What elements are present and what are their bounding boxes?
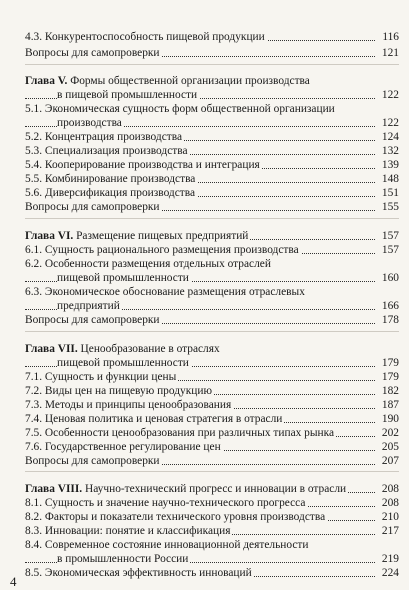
toc-entry-title: 5.6. Диверсификация производства	[25, 187, 196, 199]
toc-entry-title: 7.3. Методы и принципы ценообразования	[25, 399, 232, 411]
toc-entry-title: 7.5. Особенности ценообразования при различных типах рынка	[25, 427, 335, 439]
toc-entry-row	[25, 313, 399, 327]
toc-entry-title: 4.3. Конкурентоспособность пищевой продукции	[25, 31, 265, 43]
toc-entry-row	[25, 566, 399, 580]
toc-page-number: 187	[381, 399, 399, 411]
toc-page-number: 208	[381, 497, 399, 509]
toc-page-number: 178	[381, 314, 399, 326]
toc-entry-title: Глава VII. Ценообразование в отраслях	[25, 343, 220, 355]
toc-entry-row	[25, 412, 399, 426]
toc-page-number: 124	[381, 131, 399, 143]
toc-entry-title: Глава VI. Размещение пищевых предприятий	[25, 230, 249, 242]
toc-page-number: 139	[381, 159, 399, 171]
toc-page-number: 179	[381, 357, 399, 369]
toc-entry-title: 5.4. Кооперирование производства и интеграция	[25, 159, 260, 171]
separator	[25, 471, 399, 472]
toc-entry-title: 8.4. Современное состояние инновационной деятельности	[25, 539, 309, 551]
toc-page-number: 157	[381, 230, 399, 242]
chapter-label: Глава VII.	[25, 343, 78, 355]
toc-page-number: 179	[381, 371, 399, 383]
toc-page-number: 151	[381, 187, 399, 199]
toc-entry-row	[25, 200, 399, 214]
toc-page-number: 157	[381, 244, 399, 256]
toc-page-number: 202	[381, 427, 399, 439]
toc-entry-title: 6.1. Сущность рационального размещения производства	[25, 244, 299, 256]
toc-entry-title: 6.3. Экономическое обоснование размещения отраслевых	[25, 286, 305, 298]
toc-entry-title: 5.3. Специализация производства	[25, 145, 188, 157]
separator	[25, 64, 399, 65]
toc-entry-row	[25, 285, 399, 299]
toc-entry-title: 5.2. Концентрация производства	[25, 131, 183, 143]
toc-page-number: 116	[382, 31, 399, 43]
toc-entry-row	[25, 426, 399, 440]
toc-chapter-row	[25, 229, 399, 243]
chapter-label: Глава VIII.	[25, 483, 83, 495]
toc-entry-title: Вопросы для самопроверки	[25, 201, 160, 213]
toc-page-number: 122	[381, 117, 399, 129]
toc-entry-row	[25, 144, 399, 158]
toc-entry-row	[25, 88, 399, 102]
toc-entry-title: 8.3. Инновации: понятие и классификация	[25, 525, 231, 537]
toc-entry-title: в промышленности России	[57, 553, 189, 565]
toc-page-number: 155	[381, 201, 399, 213]
toc-page-number: 160	[381, 272, 399, 284]
toc-entry-title: пищевой промышленности	[57, 272, 189, 284]
separator	[25, 218, 399, 219]
toc-entry-row	[25, 440, 399, 454]
toc-entry-row	[25, 46, 399, 60]
toc-entry-row	[25, 398, 399, 412]
toc-page-number: 219	[381, 553, 399, 565]
toc-entry-row	[25, 299, 399, 313]
toc-entry-title: 7.6. Государственное регулирование цен	[25, 441, 221, 453]
toc-entry-title: 8.1. Сущность и значение научно-технического прогресса	[25, 497, 306, 509]
toc-chapter-row	[25, 74, 399, 88]
toc-entry-row	[25, 510, 399, 524]
toc-entry-row	[25, 158, 399, 172]
toc-entry-title: 5.1. Экономическая сущность форм общественной организации	[25, 103, 335, 115]
toc-page-number: 210	[381, 511, 399, 523]
toc-entry-title: 6.2. Особенности размещения отдельных отраслей	[25, 258, 271, 270]
toc-entry-row	[25, 356, 399, 370]
toc-entry-row	[25, 496, 399, 510]
toc-entry-row	[25, 454, 399, 468]
toc-entry-title: предприятий	[57, 300, 120, 312]
toc-entry-row	[25, 102, 399, 116]
toc-entry-row	[25, 271, 399, 285]
toc-page-number: 166	[381, 300, 399, 312]
toc-entry-title: 7.4. Ценовая политика и ценовая стратегия в отрасли	[25, 413, 283, 425]
toc-entry-row	[25, 30, 399, 44]
toc-entry-row	[25, 186, 399, 200]
toc-chapter-row	[25, 482, 399, 496]
toc-entry-title: Вопросы для самопроверки	[25, 455, 160, 467]
toc-entry-title: пищевой промышленности	[57, 357, 189, 369]
toc-page-number: 122	[381, 89, 399, 101]
toc-entry-row	[25, 552, 399, 566]
toc-entry-title: 8.2. Факторы и показатели технического уровня производства	[25, 511, 326, 523]
toc-entry-row	[25, 384, 399, 398]
chapter-label: Глава VI.	[25, 230, 74, 242]
toc-entry-title: производства	[57, 117, 122, 129]
separator	[25, 331, 399, 332]
toc-entry-title: 7.1. Сущность и функции цены	[25, 371, 177, 383]
toc-entry-row	[25, 243, 399, 257]
toc-page-number: 182	[381, 385, 399, 397]
toc-page-number: 121	[381, 47, 399, 59]
toc-page-number: 208	[381, 483, 399, 495]
toc-entry-row	[25, 524, 399, 538]
toc-entry-title: Вопросы для самопроверки	[25, 314, 160, 326]
toc-entry-row	[25, 172, 399, 186]
toc-entry-title: 8.5. Экономическая эффективность инноваций	[25, 567, 252, 579]
toc-page-number: 217	[381, 525, 399, 537]
toc-entry-title: 7.2. Виды цен на пищевую продукцию	[25, 385, 212, 397]
toc-entry-row	[25, 116, 399, 130]
toc-entry-title: Вопросы для самопроверки	[25, 47, 160, 59]
toc-page-number: 207	[381, 455, 399, 467]
toc-page-number: 190	[381, 413, 399, 425]
toc-page-number: 148	[381, 173, 399, 185]
toc-entry-title: в пищевой промышленности	[57, 89, 198, 101]
toc-page-number: 132	[381, 145, 399, 157]
toc-entry-title: 5.5. Комбинирование производства	[25, 173, 196, 185]
toc-chapter-row	[25, 342, 399, 356]
toc-page-number: 224	[381, 567, 399, 579]
toc-entry-row	[25, 538, 399, 552]
toc-entry-title: Глава VIII. Научно-технический прогресс и инновации в отрасли	[25, 483, 347, 495]
toc-entry-row	[25, 130, 399, 144]
page-number: 4	[10, 574, 17, 589]
toc-entry-row	[25, 257, 399, 271]
toc-page-number: 205	[381, 441, 399, 453]
chapter-label: Глава V.	[25, 75, 68, 87]
toc-entry-row	[25, 370, 399, 384]
toc-entry-title: Глава V. Формы общественной организации производства	[25, 75, 310, 87]
